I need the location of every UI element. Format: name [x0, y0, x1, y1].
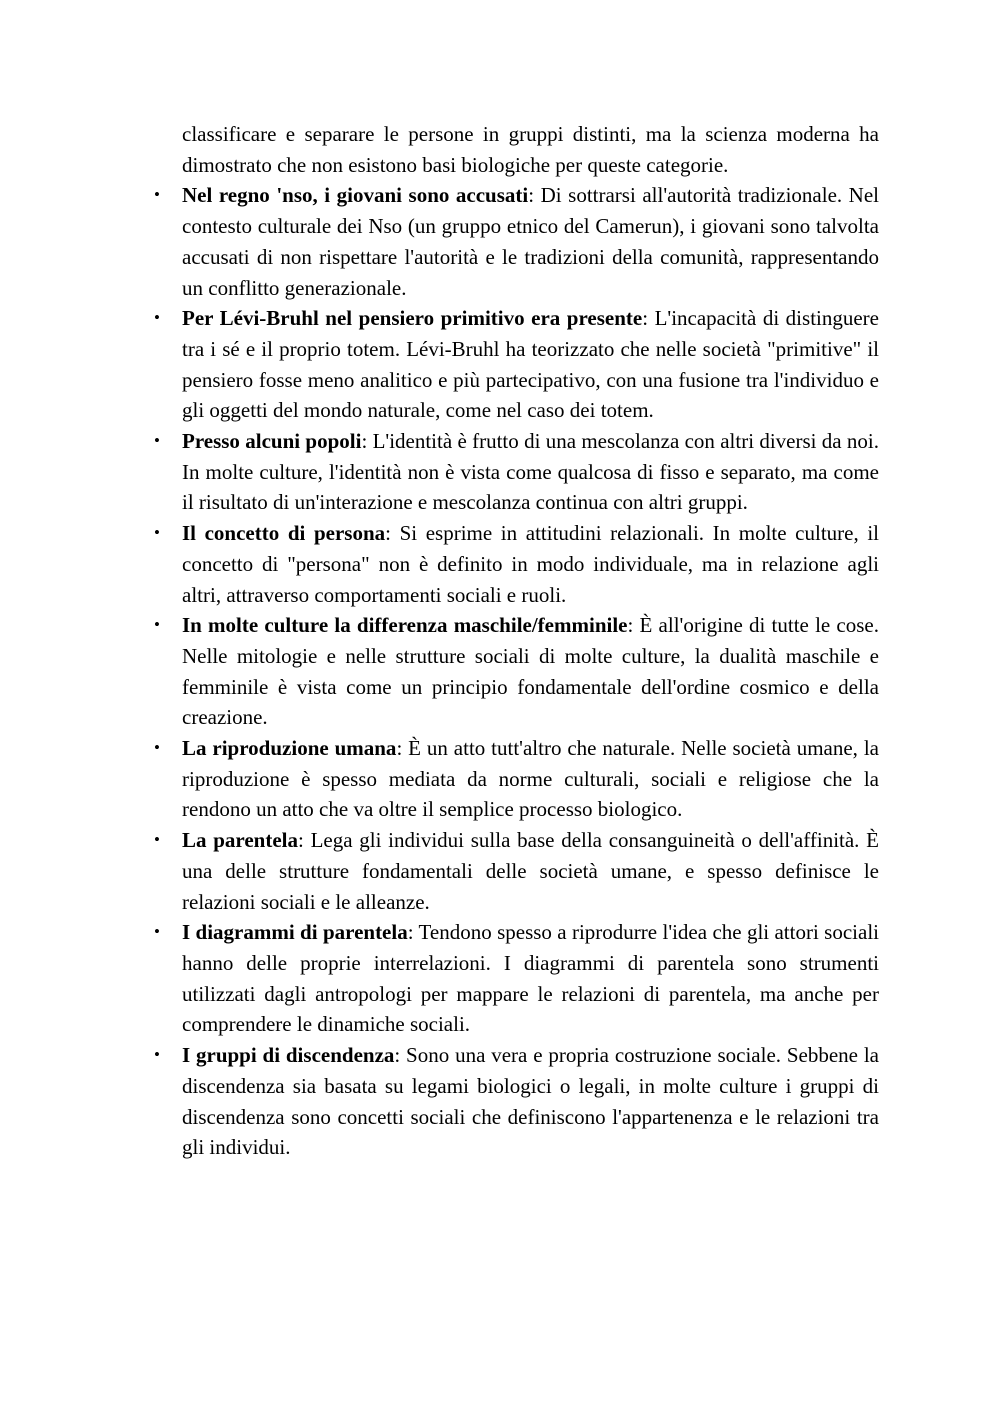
bullet-list [154, 180, 880, 1163]
page-content [154, 119, 880, 1163]
list-item [154, 825, 879, 917]
list-item [154, 1040, 879, 1163]
bullet-icon: • [154, 308, 160, 328]
item-term: I diagrammi di parentela [182, 920, 408, 945]
bullet-icon: • [154, 738, 160, 758]
list-item [154, 426, 880, 518]
item-text: : È un atto tutt'altro che naturale. Nelle società umane, la riproduzione è spesso mediata da norme culturali, sociali e religiose che la rendono un atto che va oltre il semplice processo biologico. [182, 736, 879, 822]
item-text: : L'incapacità di distinguere tra i sé e il proprio totem. Lévi-Bruhl ha teorizzato che nelle società "primitive" il pensiero fosse meno analitico e più partecipativo, con una fusione tra l'individuo e gli oggetti del mondo naturale, come nel caso dei totem. [182, 306, 879, 423]
item-term: La parentela [182, 828, 299, 853]
item-text: : Tendono spesso a riprodurre l'idea che gli attori sociali hanno delle proprie interrelazioni. I diagrammi di parentela sono strumenti utilizzati dagli antropologi per mappare le relazioni di parentela, ma anche per comprendere le dinamiche sociali. [182, 920, 879, 1037]
item-term: Nel regno 'nso, i giovani sono accusati [182, 183, 529, 208]
item-text: : Lega gli individui sulla base della consanguineità o dell'affinità. È una delle strutture fondamentali delle società umane, e spesso definisce le relazioni sociali e le alleanze. [182, 828, 879, 914]
item-text: : L'identità è frutto di una mescolanza con altri diversi da noi. In molte culture, l'identità non è vista come qualcosa di fisso e separato, ma come il risultato di un'interazione e mescolanza continua con altri gruppi. [182, 429, 880, 515]
item-text: : Si esprime in attitudini relazionali. In molte culture, il concetto di "persona" non è definito in modo individuale, ma in relazione agli altri, attraverso comportamenti sociali e ruoli. [182, 521, 880, 607]
bullet-icon: • [154, 431, 160, 451]
bullet-icon: • [154, 615, 160, 635]
list-item [154, 610, 879, 733]
item-text: : Di sottrarsi all'autorità tradizionale. Nel contesto culturale dei Nso (un gruppo etnico del Camerun), i giovani sono talvolta accusati di non rispettare l'autorità e le tradizioni della comunità, rappresentando un conflitto generazionale. [182, 183, 879, 300]
list-item [154, 180, 879, 303]
item-term: Presso alcuni popoli [182, 429, 362, 454]
list-item [154, 518, 880, 610]
bullet-icon: • [154, 830, 160, 850]
bullet-icon: • [154, 1045, 160, 1065]
item-term: I gruppi di discendenza [182, 1043, 395, 1068]
bullet-icon: • [154, 185, 160, 205]
list-item [154, 303, 879, 426]
item-term: La riproduzione umana [182, 736, 397, 761]
item-term: Il concetto di persona [182, 521, 386, 546]
item-term: In molte culture la differenza maschile/femminile [182, 613, 628, 638]
list-item [154, 917, 879, 1040]
list-item [154, 733, 879, 825]
continuation-paragraph: classificare e separare le persone in gruppi distinti, ma la scienza moderna ha dimostrato che non esistono basi biologiche per queste categorie. [182, 122, 879, 177]
bullet-icon: • [154, 922, 160, 942]
item-text: : Sono una vera e propria costruzione sociale. Sebbene la discendenza sia basata su legami biologici o legali, in molte culture i gruppi di discendenza sono concetti sociali che definiscono l'appartenenza e le relazioni tra gli individui. [182, 1043, 879, 1160]
item-term: Per Lévi-Bruhl nel pensiero primitivo era presente [182, 306, 643, 331]
item-text: : È all'origine di tutte le cose. Nelle mitologie e nelle strutture sociali di molte culture, la dualità maschile e femminile è vista come un principio fondamentale dell'ordine cosmico e della creazione. [182, 613, 879, 730]
bullet-icon: • [154, 523, 160, 543]
